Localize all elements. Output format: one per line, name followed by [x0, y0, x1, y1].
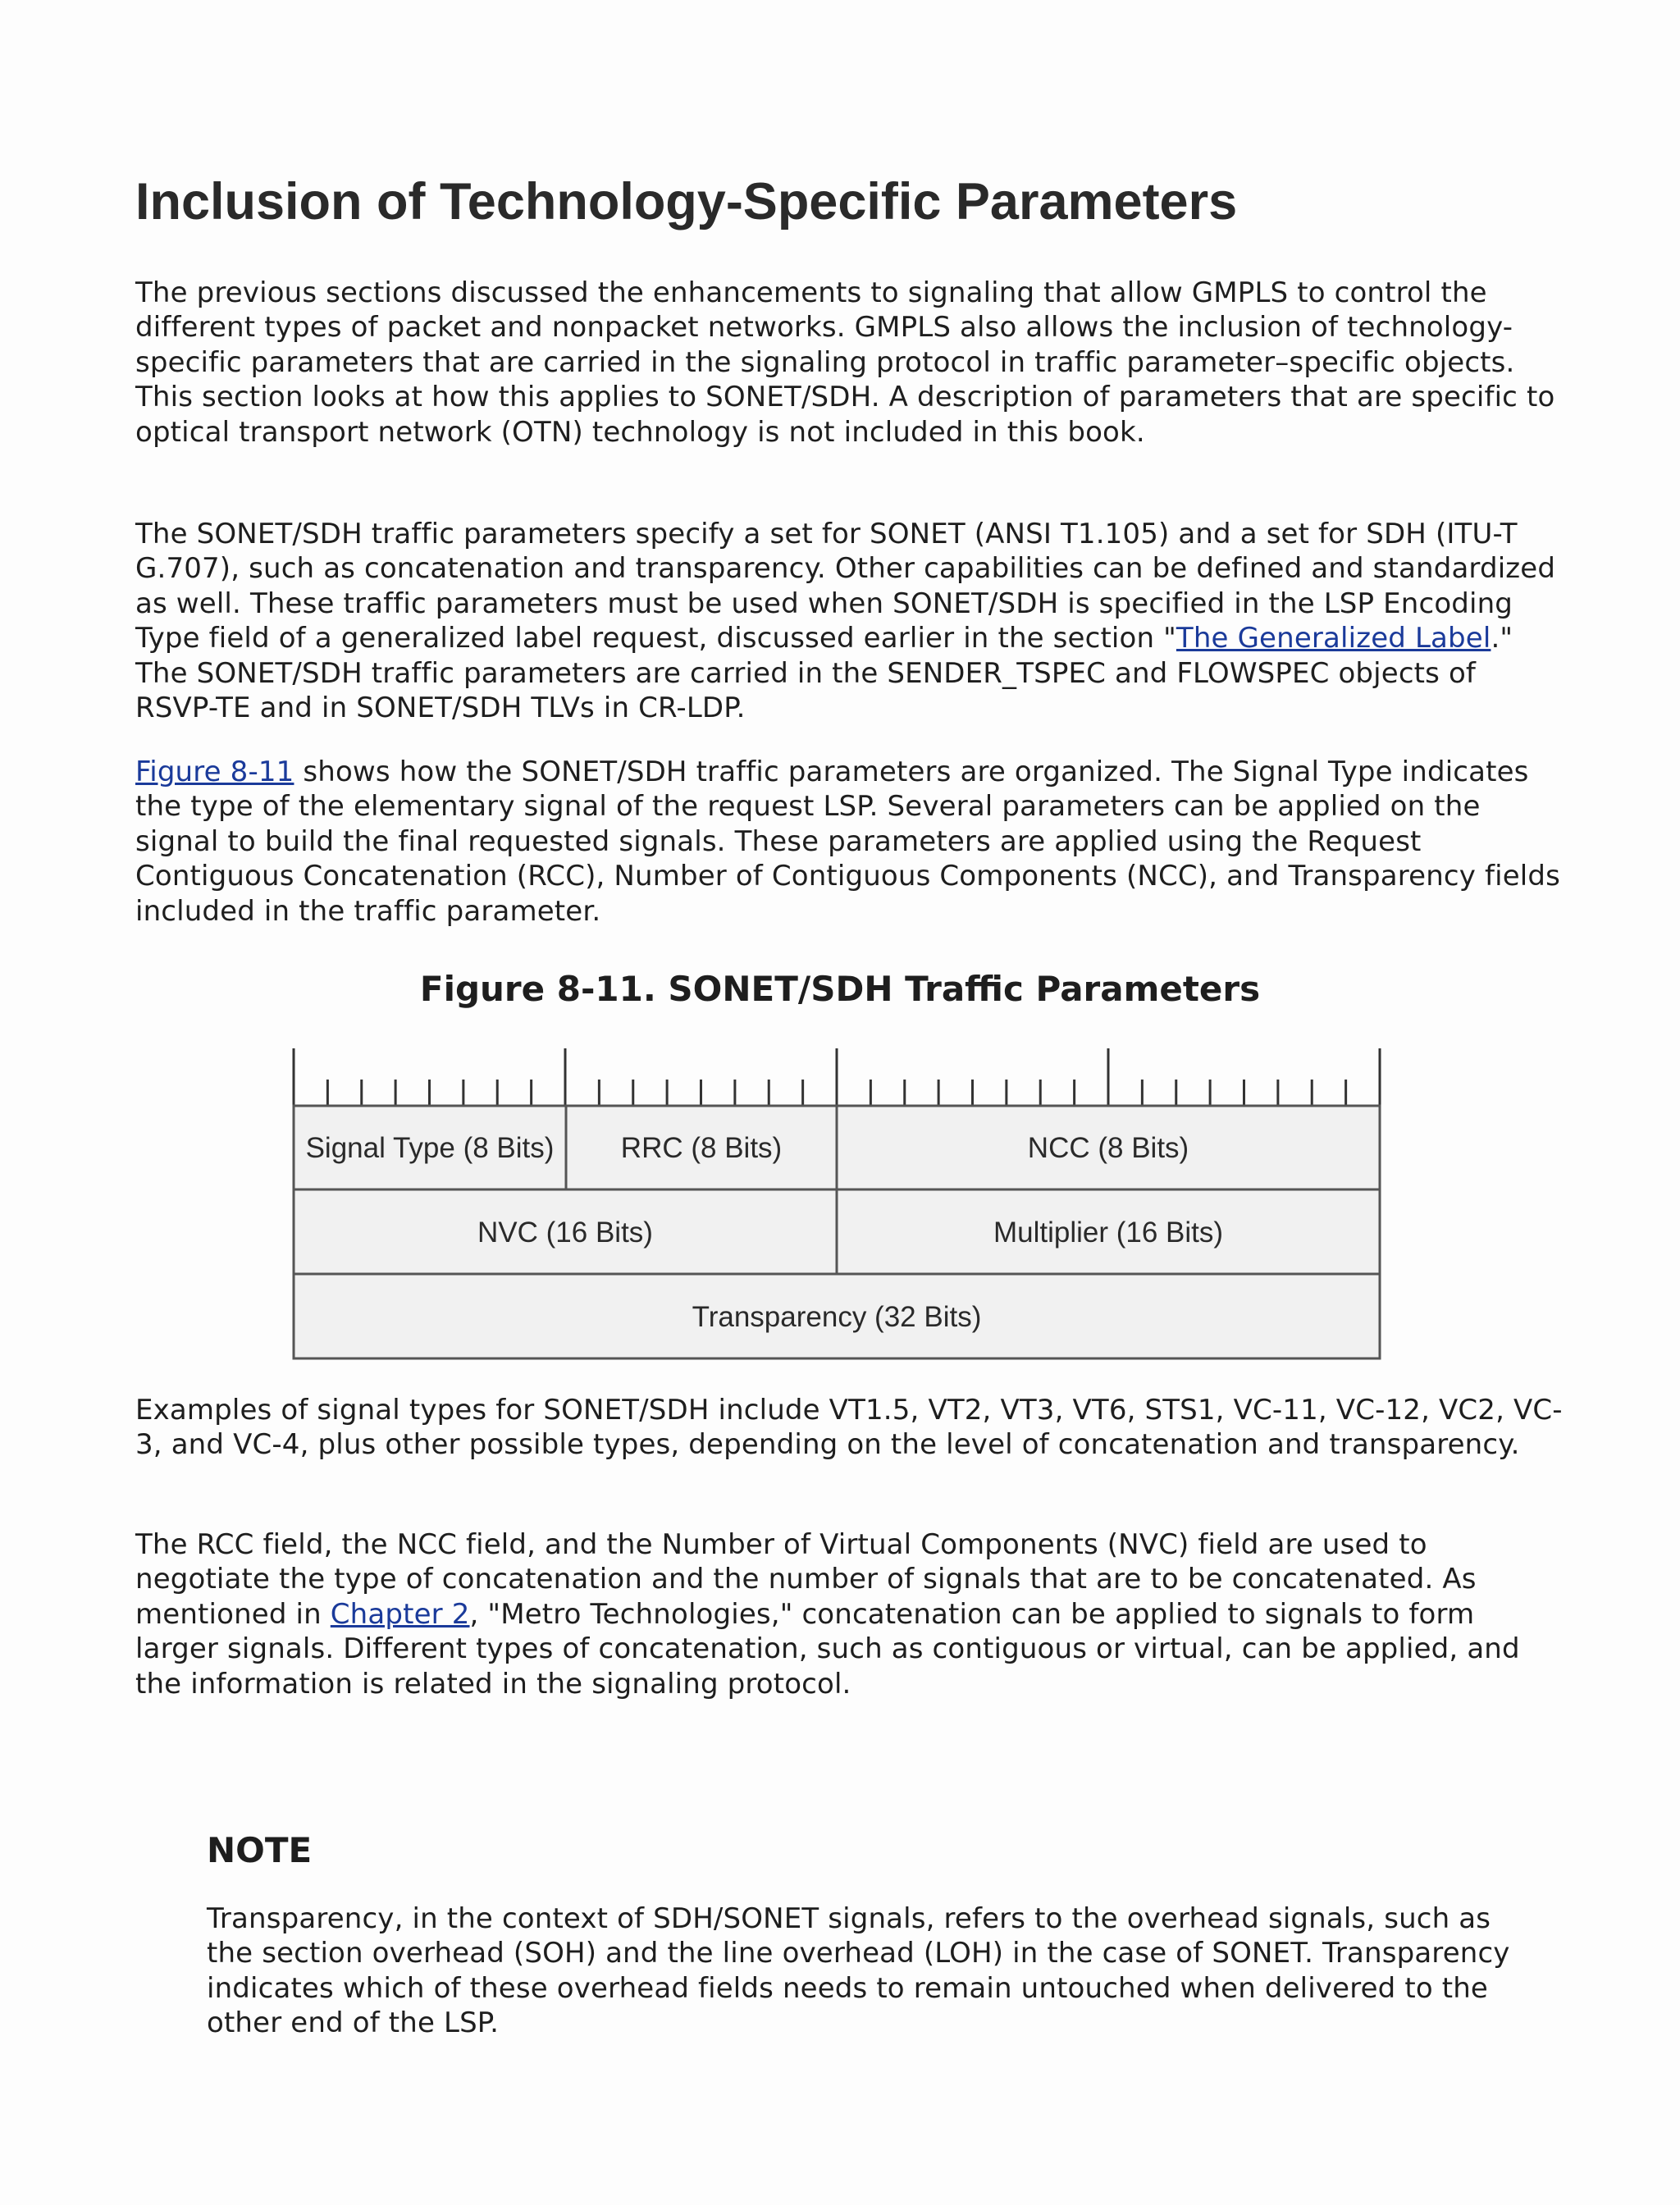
field-signal-type: Signal Type (8 Bits)	[305, 1132, 555, 1164]
field-ncc: NCC (8 Bits)	[1027, 1132, 1189, 1164]
paragraph-signal-types: Examples of signal types for SONET/SDH include VT1.5, VT2, VT3, VT6, STS1, VC-11, VC-12, VC2, VC-3, and VC-4, plus other possible types, depending on the level of concatenation and transparency.	[135, 1394, 1563, 1462]
generalized-label-link[interactable]: The Generalized Label	[1176, 622, 1491, 655]
note-title: NOTE	[207, 1830, 313, 1870]
paragraph-text: The RCC field, the NCC field, and the Number of Virtual Components (NVC) field are used to negotiate the type of concatenation and the number of signals that are to be concatenated. As mentioned in	[135, 1528, 1477, 1631]
figure-8-11-link[interactable]: Figure 8-11	[135, 756, 294, 788]
field-multiplier: Multiplier (16 Bits)	[993, 1217, 1224, 1249]
note-body: Transparency, in the context of SDH/SONET signals, refers to the overhead signals, such as the section overhead (SOH) and the line overhead (LOH) in the case of SONET. Transparency indicates which of these overhead fields needs to remain untouched when delivered to the other end of the LSP.	[207, 1902, 1510, 2040]
bit-ruler	[294, 1048, 1380, 1106]
paragraph-text: shows how the SONET/SDH traffic parameters are organized. The Signal Type indicates the type of the elementary signal of the request LSP. Several parameters can be applied on the signal to build the final requested signals. These parameters are applied using the Request Contiguous Concatenation (RCC), Number of Contiguous Components (NCC), and Transparency fields included in the traffic parameter.	[135, 756, 1560, 928]
paragraph-text: , "Metro Technologies," concatenation can be applied to signals to form larger signals. Different types of concatenation, such as contiguous or virtual, can be applied, and the information is related in the signaling protocol.	[135, 1597, 1520, 1701]
paragraph-concatenation	[135, 1527, 1563, 1701]
page-title: Inclusion of Technology-Specific Parameters	[135, 173, 1238, 231]
paragraph-text: ." The SONET/SDH traffic parameters are carried in the SENDER_TSPEC and FLOWSPEC objects of RSVP-TE and in SONET/SDH TLVs in CR-LDP.	[135, 622, 1513, 725]
field-rrc: RRC (8 Bits)	[620, 1132, 783, 1164]
traffic-parameters-diagram	[289, 1048, 1385, 1362]
field-transparency: Transparency (32 Bits)	[692, 1301, 982, 1333]
paragraph-text: The SONET/SDH traffic parameters specify a set for SONET (ANSI T1.105) and a set for SDH (ITU-T G.707), such as concatenation and transparency. Other capabilities can be defined and standardized as well. These traffic parameters must be used when SONET/SDH is specified in the LSP Encoding Type field of a generalized label request, discussed earlier in the section "	[135, 518, 1556, 655]
figure-title: Figure 8-11. SONET/SDH Traffic Parameters	[419, 969, 1261, 1009]
chapter-2-link[interactable]: Chapter 2	[330, 1597, 470, 1631]
paragraph-intro: The previous sections discussed the enhancements to signaling that allow GMPLS to control the different types of packet and nonpacket networks. GMPLS also allows the inclusion of technology-specific parameters that are carried in the signaling protocol in traffic parameter–specific objects. This section looks at how this applies to SONET/SDH. A description of parameters that are specific to optical transport network (OTN) technology is not included in this book.	[135, 276, 1555, 449]
paragraph-traffic-parameters	[135, 517, 1563, 725]
paragraph-figure-description	[135, 755, 1563, 929]
field-nvc: NVC (16 Bits)	[477, 1217, 653, 1249]
